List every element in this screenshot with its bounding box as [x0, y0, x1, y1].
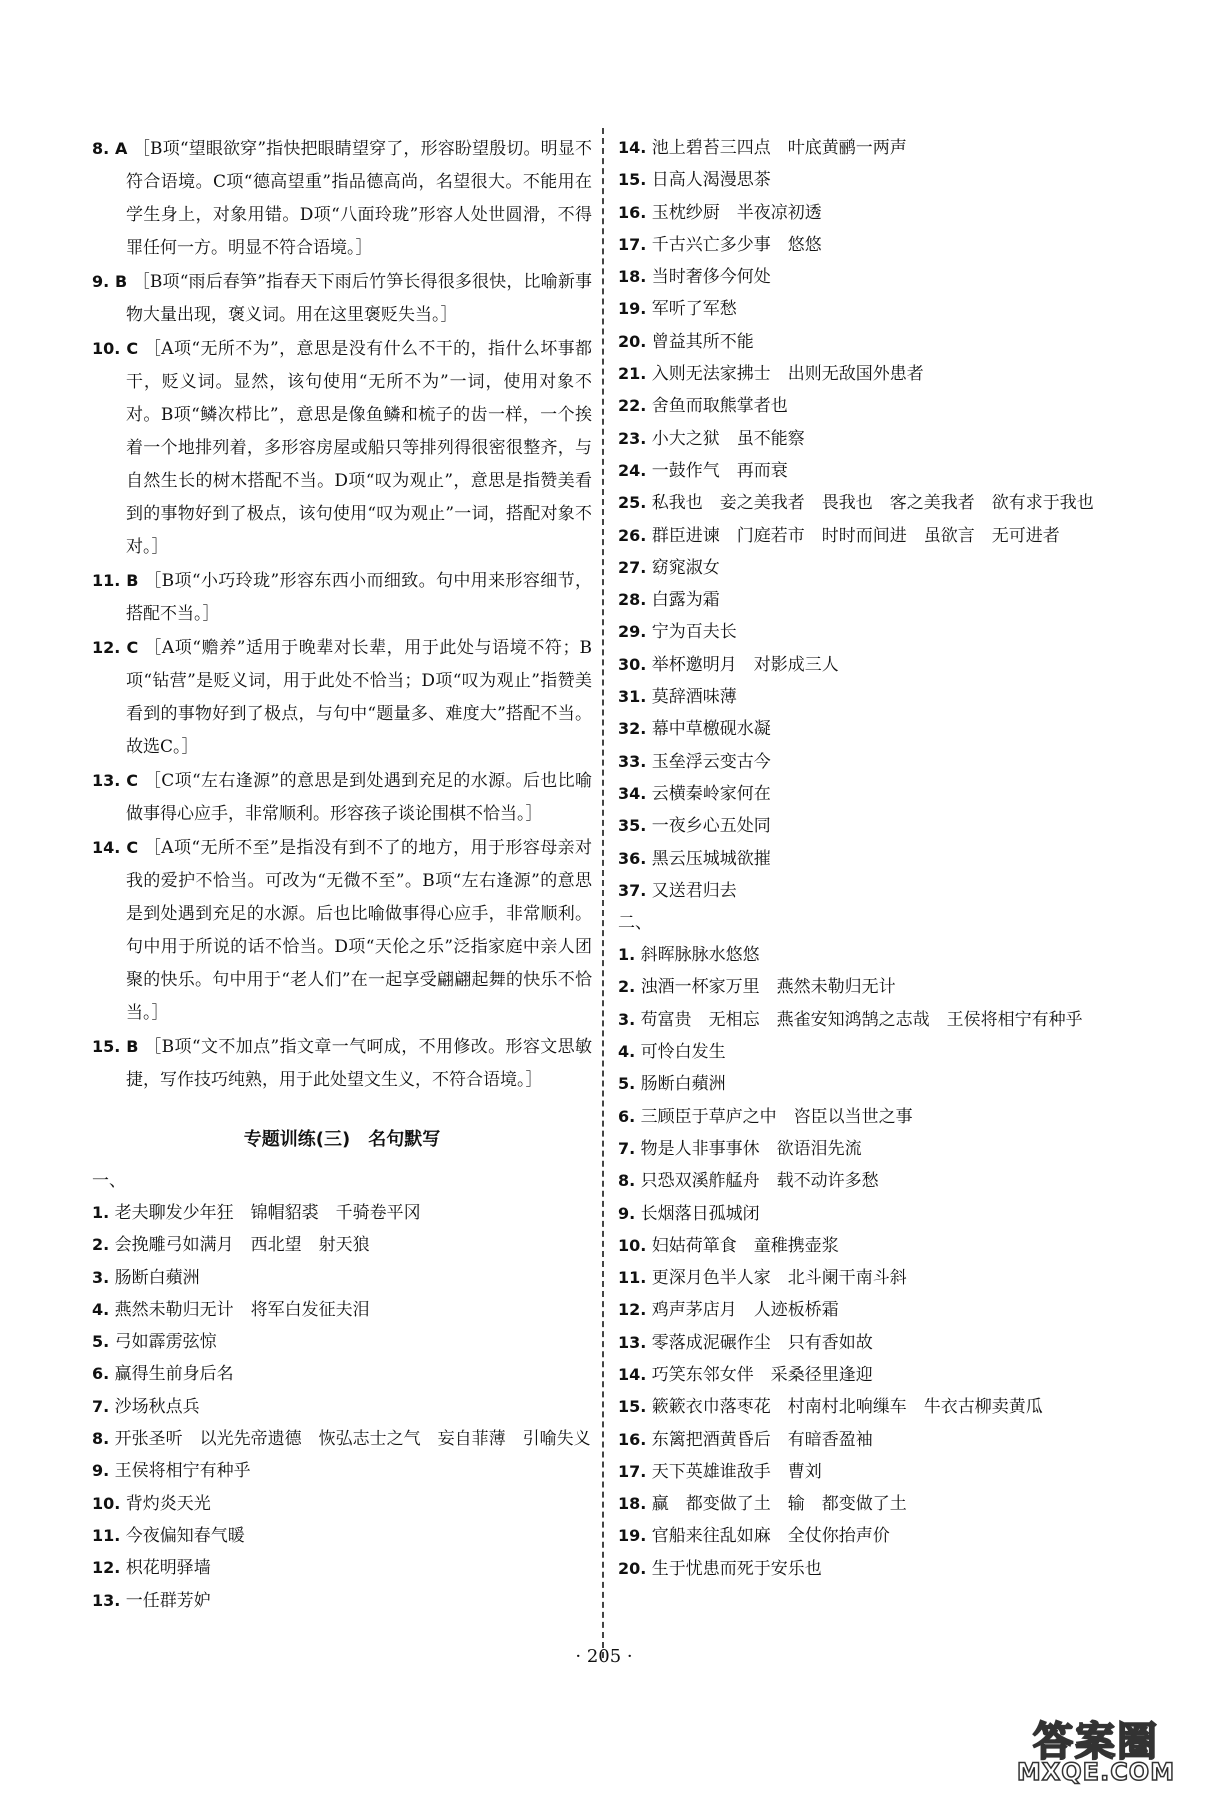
item-text: 一夜乡心五处同	[651, 816, 771, 837]
item-text: 东篱把酒黄昏后 有暗香盈袖	[651, 1429, 873, 1450]
item-text: 宁为百夫长	[651, 622, 737, 643]
recitation-item	[618, 875, 1118, 907]
item-number: 11.	[618, 1268, 647, 1288]
item-number: 18.	[618, 267, 647, 287]
item-number: 3.	[92, 1267, 110, 1287]
item-text: 赢 都变做了土 输 都变做了土	[651, 1494, 907, 1515]
recitation-item	[618, 616, 1118, 648]
answer-item	[92, 631, 592, 764]
column-divider	[602, 128, 604, 1658]
item-number: 22.	[618, 396, 647, 416]
recitation-item	[618, 1456, 1118, 1488]
item-number: 11. B	[92, 571, 139, 590]
item-number: 20.	[618, 331, 647, 351]
recitation-item	[618, 1036, 1118, 1068]
recitation-item	[618, 1198, 1118, 1230]
item-text: 私我也 妾之美我者 畏我也 客之美我者 欲有求于我也	[651, 493, 1094, 514]
item-text: 王侯将相宁有种乎	[114, 1461, 251, 1482]
item-text: 会挽雕弓如满月 西北望 射天狼	[114, 1235, 370, 1256]
recitation-item	[618, 390, 1118, 422]
right-column	[618, 132, 1118, 1585]
item-number: 5.	[92, 1332, 110, 1352]
item-number: 32.	[618, 719, 647, 739]
item-number: 5.	[618, 1074, 636, 1094]
watermark-text: 答案圈	[1033, 1719, 1159, 1765]
item-text: 举杯邀明月 对影成三人	[651, 654, 839, 675]
item-number: 16.	[618, 202, 647, 222]
recitation-item	[92, 1455, 592, 1487]
idiom-answers-list	[92, 132, 592, 1097]
left-column	[92, 132, 592, 1617]
item-text: 窈窕淑女	[651, 557, 720, 578]
recitation-item	[618, 1101, 1118, 1133]
item-number: 26.	[618, 525, 647, 545]
item-text: 枳花明驿墙	[125, 1558, 211, 1579]
item-number: 8. A	[92, 139, 128, 158]
item-number: 4.	[618, 1042, 636, 1062]
item-text: 玉垒浮云变古今	[651, 751, 771, 772]
item-number: 3.	[618, 1009, 636, 1029]
item-text: 只恐双溪舴艋舟 载不动许多愁	[640, 1171, 879, 1192]
item-number: 25.	[618, 493, 647, 513]
item-text: 背灼炎天光	[125, 1493, 211, 1514]
item-number: 10.	[618, 1235, 647, 1255]
item-text: 零落成泥碾作尘 只有香如故	[651, 1332, 873, 1353]
recitation-item	[618, 1327, 1118, 1359]
item-text: 开张圣听 以光先帝遗德 恢弘志士之气 妄自菲薄 引喻失义	[114, 1429, 591, 1450]
recitation-item	[618, 358, 1118, 390]
part-one-heading-left: 一、	[92, 1171, 126, 1191]
item-number: 2.	[618, 977, 636, 997]
recitation-item	[618, 423, 1118, 455]
item-text: 一鼓作气 再而衰	[651, 460, 788, 481]
recitation-item	[92, 1552, 592, 1584]
item-text: 又送君归去	[651, 880, 737, 901]
recitation-list-right-part-one	[618, 132, 1118, 907]
item-number: 13. C	[92, 771, 139, 790]
item-text: 小大之狱 虽不能察	[651, 428, 805, 449]
item-text: 入则无法家拂士 出则无敌国外患者	[651, 364, 924, 385]
item-number: 15.	[618, 170, 647, 190]
item-number: 34.	[618, 783, 647, 803]
recitation-item	[618, 455, 1118, 487]
item-text: 军听了军愁	[651, 299, 737, 320]
item-text: ［A项“无所不至”是指没有到不了的地方，用于形容母亲对我的爱护不恰当。可改为“无微不至”。B项“左右逢源”的意思是到处遇到充足的水源。后也比喻做事得心应手，非常顺利。句中用于所说的话不恰当。D项“天伦之乐”泛指家庭中亲人团聚的快乐。句中用于“老人们”在一起享受翩翩起舞的快乐不恰当。］	[126, 838, 592, 1023]
recitation-item	[618, 1520, 1118, 1552]
recitation-item	[618, 1068, 1118, 1100]
item-text: ［A项“赡养”适用于晚辈对长辈，用于此处与语境不符；B项“钻营”是贬义词，用于此处不恰当；D项“叹为观止”指赞美看到的事物好到了极点，与句中“题量多、难度大”搭配不当。故选C。］	[126, 638, 593, 757]
section-title: 专题训练(三) 名句默写	[243, 1129, 441, 1150]
recitation-item	[92, 1520, 592, 1552]
item-text: ［B项“望眼欲穿”指快把眼睛望穿了，形容盼望殷切。明显不符合语境。C项“德高望重”指品德高尚，名望很大。不能用在学生身上，对象用错。D项“八面玲珑”形容人处世圆滑，不得罪任何一方。明显不符合语境。］	[126, 139, 592, 258]
recitation-item	[618, 229, 1118, 261]
item-text: 簌簌衣巾落枣花 村南村北响缫车 牛衣古柳卖黄瓜	[651, 1397, 1043, 1418]
recitation-item	[618, 293, 1118, 325]
recitation-item	[618, 1133, 1118, 1165]
item-text: 三顾臣于草庐之中 咨臣以当世之事	[640, 1106, 913, 1127]
item-text: ［B项“小巧玲珑”形容东西小而细致。句中用来形容细节，搭配不当。］	[126, 571, 593, 624]
item-number: 8.	[618, 1171, 636, 1191]
recitation-item	[618, 487, 1118, 519]
recitation-item	[618, 132, 1118, 164]
recitation-item	[618, 164, 1118, 196]
recitation-item	[92, 1423, 592, 1455]
recitation-item	[618, 326, 1118, 358]
recitation-item	[618, 584, 1118, 616]
item-text: 曾益其所不能	[651, 331, 754, 352]
item-text: 日高人渴漫思茶	[651, 170, 771, 191]
item-number: 17.	[618, 1461, 647, 1481]
item-number: 27.	[618, 557, 647, 577]
item-number: 9. B	[92, 272, 128, 291]
item-number: 15. B	[92, 1037, 139, 1056]
item-number: 33.	[618, 751, 647, 771]
item-text: 更深月色半人家 北斗阑干南斗斜	[651, 1268, 907, 1289]
item-text: ［A项“无所不为”，意思是没有什么不干的，指什么坏事都干，贬义词。显然，该句使用“无所不为”一词，使用对象不对。B项“鳞次栉比”，意思是像鱼鳞和梳子的齿一样，一个挨着一个地排列着，多形容房屋或船只等排列得很密很整齐，与自然生长的树木搭配不当。D项“叹为观止”，意思是指赞美看到的事物好到了极点，该句使用“叹为观止”一词，搭配对象不对。］	[126, 339, 592, 557]
recitation-item	[618, 1391, 1118, 1423]
recitation-item	[92, 1391, 592, 1423]
item-number: 15.	[618, 1397, 647, 1417]
answer-item	[92, 265, 592, 332]
recitation-item	[618, 939, 1118, 971]
recitation-item	[92, 1294, 592, 1326]
item-text: 长烟落日孤城闭	[640, 1203, 760, 1224]
recitation-item	[618, 681, 1118, 713]
item-text: ［C项“左右逢源”的意思是到处遇到充足的水源。后也比喻做事得心应手，非常顺利。形容孩子谈论围棋不恰当。］	[126, 771, 593, 824]
item-number: 2.	[92, 1235, 110, 1255]
recitation-item	[618, 1004, 1118, 1036]
recitation-item	[92, 1229, 592, 1261]
item-text: 群臣进谏 门庭若市 时时而间进 虽欲言 无可进者	[651, 525, 1060, 546]
recitation-item	[92, 1488, 592, 1520]
answer-item	[92, 764, 592, 831]
item-number: 36.	[618, 848, 647, 868]
item-number: 9.	[618, 1203, 636, 1223]
item-number: 10.	[92, 1493, 121, 1513]
item-number: 4.	[92, 1299, 110, 1319]
answer-item	[92, 831, 592, 1030]
item-number: 30.	[618, 654, 647, 674]
recitation-item	[618, 746, 1118, 778]
item-text: ［B项“雨后春笋”指春天下雨后竹笋长得很多很快，比喻新事物大量出现，褒义词。用在这里褒贬失当。］	[126, 272, 592, 325]
item-number: 31.	[618, 687, 647, 707]
recitation-item	[618, 1294, 1118, 1326]
recitation-item	[92, 1358, 592, 1390]
answer-item	[92, 332, 592, 564]
item-number: 28.	[618, 590, 647, 610]
recitation-item	[618, 1424, 1118, 1456]
recitation-item	[618, 1165, 1118, 1197]
item-number: 7.	[618, 1138, 636, 1158]
item-number: 24.	[618, 460, 647, 480]
item-number: 20.	[618, 1558, 647, 1578]
recitation-item	[618, 552, 1118, 584]
item-text: 舍鱼而取熊掌者也	[651, 396, 788, 417]
item-text: 玉枕纱厨 半夜凉初透	[651, 202, 822, 223]
item-text: 肠断白蘋洲	[640, 1074, 726, 1095]
watermark-site: MXQE.COM	[1016, 1758, 1176, 1786]
item-text: 老夫聊发少年狂 锦帽貂裘 千骑卷平冈	[114, 1203, 421, 1223]
part-two-heading: 二、	[618, 913, 652, 934]
item-text: 今夜偏知春气暖	[125, 1525, 245, 1546]
item-text: 肠断白蘋洲	[114, 1267, 200, 1288]
item-number: 13.	[618, 1332, 647, 1352]
item-number: 12. C	[92, 638, 139, 657]
item-number: 6.	[92, 1364, 110, 1384]
item-number: 12.	[92, 1558, 121, 1578]
item-text: 鸡声茅店月 人迹板桥霜	[651, 1300, 839, 1321]
item-number: 1.	[92, 1203, 110, 1222]
recitation-item	[618, 1553, 1118, 1585]
item-number: 14. C	[92, 838, 139, 857]
item-text: 妇姑荷箪食 童稚携壶浆	[651, 1235, 839, 1256]
item-number: 35.	[618, 816, 647, 836]
item-number: 18.	[618, 1494, 647, 1514]
item-number: 16.	[618, 1429, 647, 1449]
recitation-item	[618, 810, 1118, 842]
item-number: 19.	[618, 299, 647, 319]
recitation-item	[92, 1585, 592, 1617]
item-text: 莫辞酒味薄	[651, 687, 737, 708]
item-number: 21.	[618, 364, 647, 384]
item-text: 巧笑东邻女伴 采桑径里逢迎	[651, 1364, 873, 1385]
recitation-item	[618, 197, 1118, 229]
item-text: 千古兴亡多少事 悠悠	[651, 234, 822, 255]
item-text: 斜晖脉脉水悠悠	[640, 945, 760, 966]
recitation-list-part-two	[618, 939, 1118, 1585]
item-text: 池上碧苔三四点 叶底黄鹂一两声	[651, 138, 907, 158]
item-text: 云横秦岭家何在	[651, 783, 771, 804]
watermark-logo	[1006, 1710, 1186, 1790]
item-text: 可怜白发生	[640, 1042, 726, 1063]
item-number: 9.	[92, 1461, 110, 1481]
item-text: 苟富贵 无相忘 燕雀安知鸿鹄之志哉 王侯将相宁有种乎	[640, 1009, 1083, 1030]
item-text: 赢得生前身后名	[114, 1364, 234, 1385]
item-number: 13.	[92, 1590, 121, 1610]
page-number: · 205 ·	[575, 1646, 633, 1667]
recitation-item	[92, 1262, 592, 1294]
item-text: 当时奢侈今何处	[651, 267, 771, 288]
item-text: 白露为霜	[651, 590, 720, 611]
recitation-item	[618, 713, 1118, 745]
item-number: 11.	[92, 1525, 121, 1545]
recitation-item	[618, 971, 1118, 1003]
item-text: 一任群芳妒	[125, 1590, 211, 1611]
item-number: 19.	[618, 1526, 647, 1546]
item-number: 1.	[618, 945, 636, 965]
item-number: 14.	[618, 1364, 647, 1384]
answer-item	[92, 564, 592, 631]
item-text: 生于忧患而死于安乐也	[651, 1558, 822, 1579]
item-number: 7.	[92, 1396, 110, 1416]
recitation-item	[618, 778, 1118, 810]
item-text: ［B项“文不加点”指文章一气呵成，不用修改。形容文思敏捷，写作技巧纯熟，用于此处望文生义，不符合语境。］	[126, 1037, 593, 1090]
item-number: 29.	[618, 622, 647, 642]
item-text: 官船来往乱如麻 全仗你抬声价	[651, 1526, 890, 1547]
recitation-item	[618, 1488, 1118, 1520]
item-text: 沙场秋点兵	[114, 1396, 200, 1417]
item-number: 10. C	[92, 339, 139, 358]
item-number: 6.	[618, 1106, 636, 1126]
item-number: 12.	[618, 1300, 647, 1320]
recitation-item	[618, 649, 1118, 681]
recitation-item	[618, 1262, 1118, 1294]
item-text: 黑云压城城欲摧	[651, 848, 771, 869]
recitation-item	[92, 1197, 592, 1229]
item-number: 23.	[618, 428, 647, 448]
recitation-item	[618, 520, 1118, 552]
item-text: 天下英雄谁敌手 曹刘	[651, 1461, 822, 1482]
item-text: 弓如霹雳弦惊	[114, 1332, 217, 1353]
answer-item	[92, 1030, 592, 1097]
item-text: 燕然未勒归无计 将军白发征夫泪	[114, 1299, 370, 1320]
answer-item	[92, 132, 592, 265]
item-number: 14.	[618, 138, 647, 157]
recitation-item	[618, 1359, 1118, 1391]
item-number: 8.	[92, 1429, 110, 1449]
recitation-item	[618, 261, 1118, 293]
recitation-list-left	[92, 1197, 592, 1617]
item-number: 37.	[618, 880, 647, 900]
item-text: 浊酒一杯家万里 燕然未勒归无计	[640, 977, 896, 998]
recitation-item	[618, 1230, 1118, 1262]
recitation-item	[618, 843, 1118, 875]
item-text: 物是人非事事休 欲语泪先流	[640, 1138, 862, 1159]
item-number: 17.	[618, 234, 647, 254]
item-text: 幕中草檄砚水凝	[651, 719, 771, 740]
recitation-item	[92, 1326, 592, 1358]
